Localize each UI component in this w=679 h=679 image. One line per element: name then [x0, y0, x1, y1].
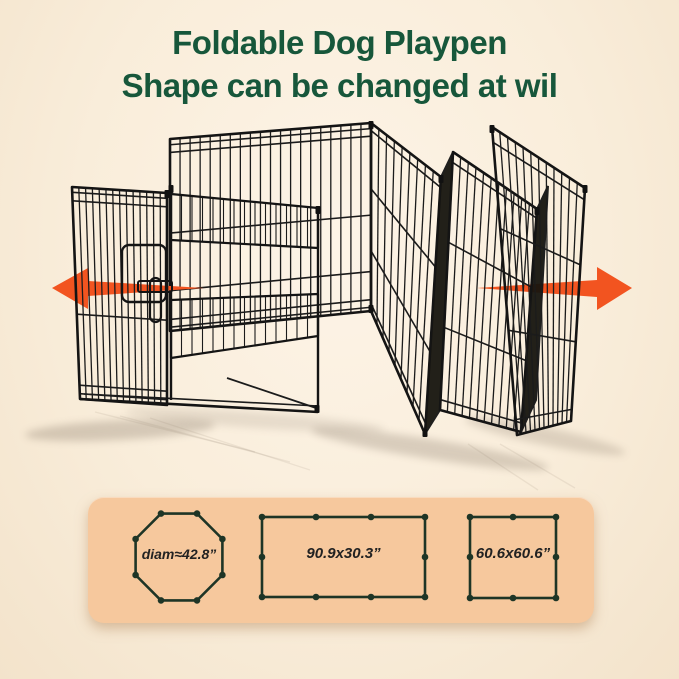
- octagon-dimension-label: diam≈42.8”: [141, 546, 217, 562]
- square-dimension-label: 60.6x60.6”: [475, 545, 551, 562]
- title-block: [0, 21, 679, 107]
- arrow-right: [477, 267, 632, 310]
- title-line-1: Foldable Dog Playpen: [172, 24, 507, 61]
- rectangle-dimension-label: 90.9x30.3”: [306, 545, 381, 562]
- title-line-2: Shape can be changed at wil: [121, 67, 558, 104]
- arrow-left: [52, 268, 204, 309]
